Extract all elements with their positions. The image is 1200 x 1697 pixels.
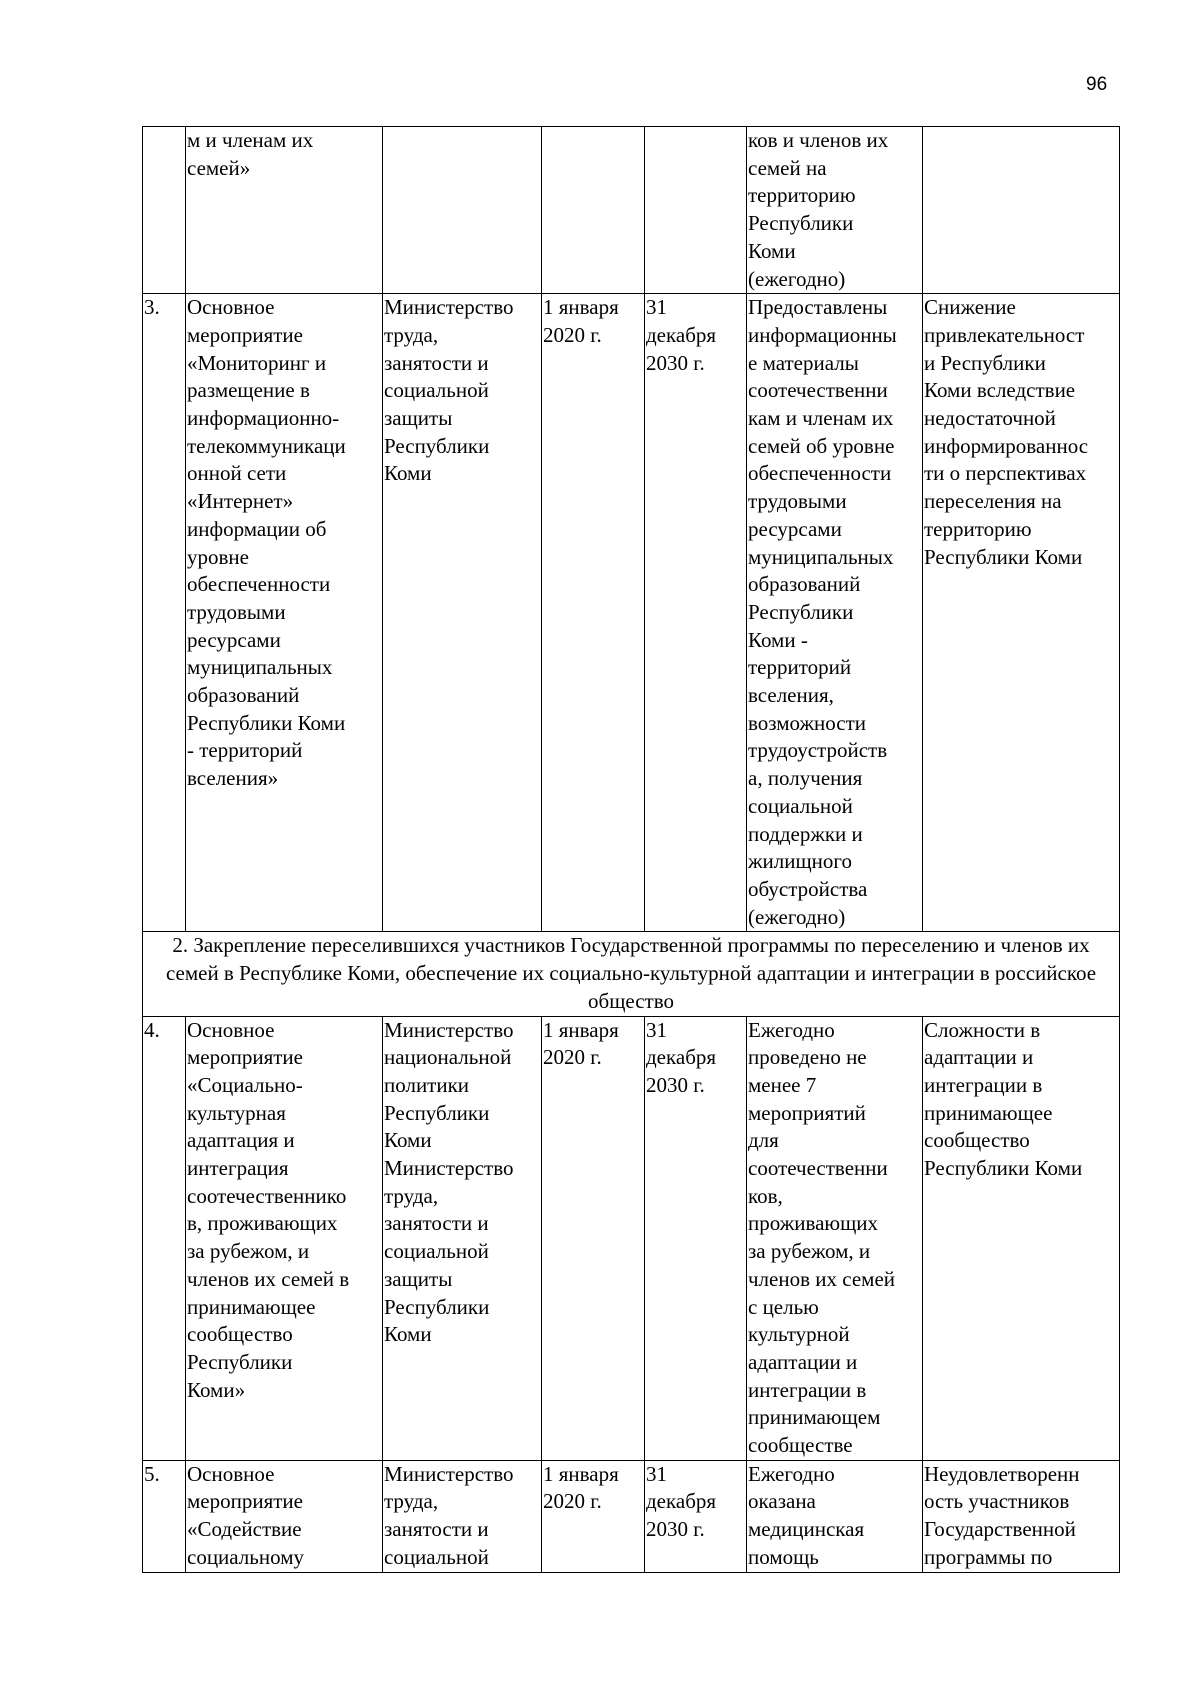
cell-start-date: 1 января 2020 г. (542, 1460, 645, 1572)
cell-end-date: 31 декабря 2030 г. (645, 1460, 747, 1572)
cell-executor: Министерство труда, занятости и социальной (383, 1460, 542, 1572)
cell-executor (383, 127, 542, 294)
section-row (143, 932, 1120, 1016)
cell-end-date (645, 127, 747, 294)
cell-expected-result: ков и членов их семей на территорию Республики Коми (ежегодно) (747, 127, 923, 294)
cell-end-date: 31 декабря 2030 г. (645, 1016, 747, 1460)
table-row (143, 1016, 1120, 1460)
table-row (143, 127, 1120, 294)
cell-number (143, 127, 186, 294)
cell-event: Основное мероприятие «Мониторинг и размещение в информационно- телекоммуникаци онной сети «Интернет» информации об уровне обеспеченности трудовыми ресурсами муниципальных образований Республики Коми - территорий вселения» (186, 294, 383, 932)
cell-number: 5. (143, 1460, 186, 1572)
cell-executor: Министерство труда, занятости и социальной защиты Республики Коми (383, 294, 542, 932)
cell-consequences (923, 127, 1120, 294)
cell-end-date: 31 декабря 2030 г. (645, 294, 747, 932)
section-heading: 2. Закрепление переселившихся участников Государственной программы по переселению и членов их семей в Республике Коми, обеспечение их социально-культурной адаптации и интеграции в российское общество (143, 932, 1120, 1016)
cell-start-date: 1 января 2020 г. (542, 1016, 645, 1460)
cell-consequences: Сложности в адаптации и интеграции в принимающее сообщество Республики Коми (923, 1016, 1120, 1460)
cell-number: 3. (143, 294, 186, 932)
page-number: 96 (1086, 74, 1108, 95)
table-row (143, 294, 1120, 932)
cell-consequences: Снижение привлекательност и Республики Коми вследствие недостаточной информированнос ти о перспективах переселения на территорию Республики Коми (923, 294, 1120, 932)
cell-expected-result: Ежегодно проведено не менее 7 мероприятий для соотечественни ков, проживающих за рубежом, и членов их семей с целью культурной адаптации и интеграции в принимающем сообществе (747, 1016, 923, 1460)
cell-start-date (542, 127, 645, 294)
cell-event: м и членам их семей» (186, 127, 383, 294)
cell-event: Основное мероприятие «Содействие социальному (186, 1460, 383, 1572)
cell-consequences: Неудовлетворенн ость участников Государственной программы по (923, 1460, 1120, 1572)
table-row (143, 1460, 1120, 1572)
cell-number: 4. (143, 1016, 186, 1460)
events-table (142, 126, 1120, 1573)
cell-event: Основное мероприятие «Социально- культурная адаптация и интеграция соотечественнико в, проживающих за рубежом, и членов их семей в принимающее сообщество Республики Коми» (186, 1016, 383, 1460)
cell-executor: Министерство национальной политики Республики Коми Министерство труда, занятости и социальной защиты Республики Коми (383, 1016, 542, 1460)
cell-expected-result: Ежегодно оказана медицинская помощь (747, 1460, 923, 1572)
cell-expected-result: Предоставлены информационны е материалы соотечественни кам и членам их семей об уровне обеспеченности трудовыми ресурсами муниципальных образований Республики Коми - территорий вселения, возможности трудоустройств а, получения социальной поддержки и жилищного обустройства (ежегодно) (747, 294, 923, 932)
cell-start-date: 1 января 2020 г. (542, 294, 645, 932)
